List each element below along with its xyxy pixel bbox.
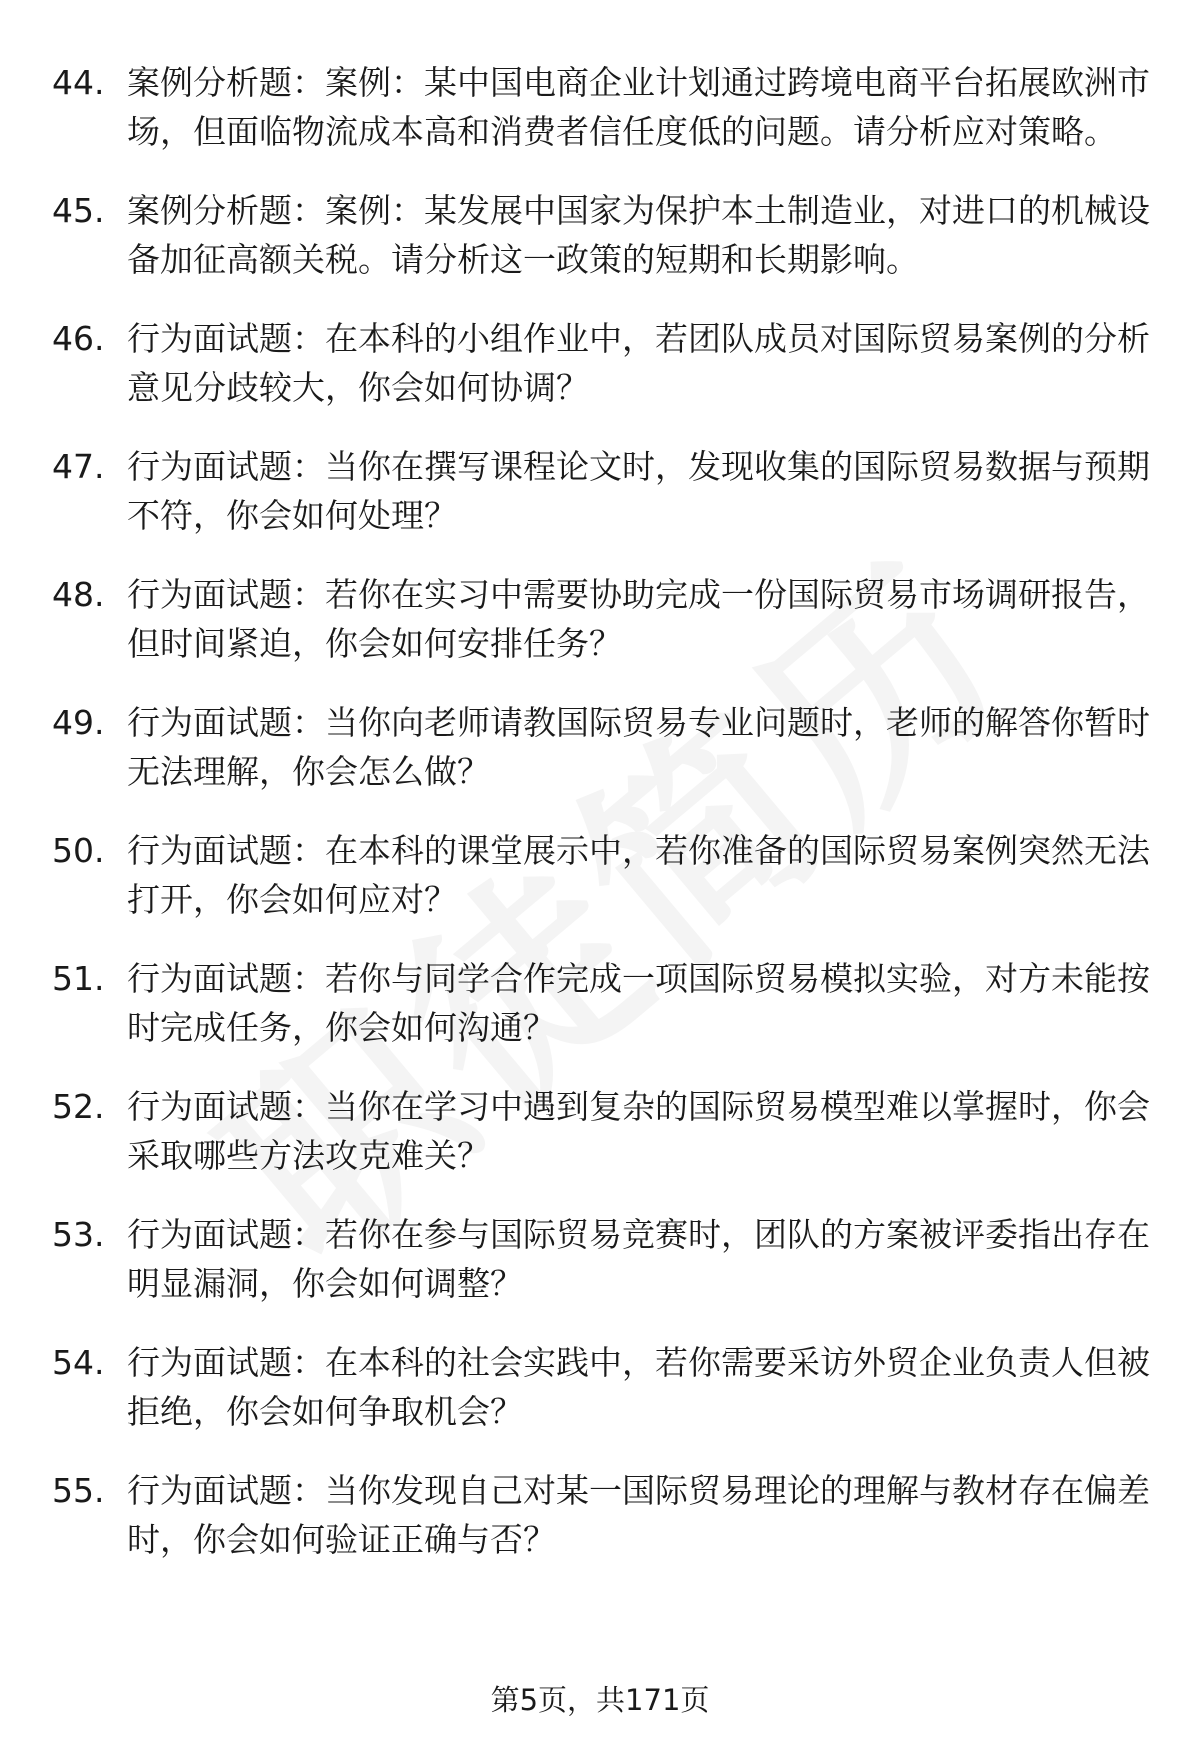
- question-item: [0, 826, 1200, 954]
- question-text: 行为面试题：当你在撰写课程论文时，发现收集的国际贸易数据与预期不符，你会如何处理？: [127, 447, 1150, 535]
- page-number-footer: 第5页，共171页: [490, 1683, 710, 1717]
- question-item: [0, 1338, 1200, 1466]
- question-item: [0, 698, 1200, 826]
- question-item: [0, 1466, 1200, 1594]
- question-number: 53.: [52, 1215, 105, 1254]
- question-number: 48.: [52, 575, 105, 614]
- question-text: 行为面试题：若你在实习中需要协助完成一份国际贸易市场调研报告，但时间紧迫，你会如何安排任务？: [127, 575, 1150, 663]
- question-item: [0, 314, 1200, 442]
- question-text: 行为面试题：在本科的社会实践中，若你需要采访外贸企业负责人但被拒绝，你会如何争取机会？: [127, 1343, 1150, 1431]
- question-text: 行为面试题：当你发现自己对某一国际贸易理论的理解与教材存在偏差时，你会如何验证正确与否？: [127, 1471, 1150, 1559]
- question-item: [0, 1082, 1200, 1210]
- question-number: 49.: [52, 703, 105, 742]
- question-item: [0, 442, 1200, 570]
- question-number: 54.: [52, 1343, 105, 1382]
- question-item: [0, 954, 1200, 1082]
- question-number: 55.: [52, 1471, 105, 1510]
- question-item: [0, 1210, 1200, 1338]
- question-number: 45.: [52, 191, 105, 230]
- question-text: 行为面试题：若你与同学合作完成一项国际贸易模拟实验，对方未能按时完成任务，你会如何沟通？: [127, 959, 1150, 1047]
- question-text: 行为面试题：在本科的课堂展示中，若你准备的国际贸易案例突然无法打开，你会如何应对？: [127, 831, 1150, 919]
- question-text: 案例分析题：案例：某发展中国家为保护本土制造业，对进口的机械设备加征高额关税。请分析这一政策的短期和长期影响。: [127, 191, 1150, 279]
- question-number: 52.: [52, 1087, 105, 1126]
- question-number: 47.: [52, 447, 105, 486]
- question-text: 行为面试题：当你在学习中遇到复杂的国际贸易模型难以掌握时，你会采取哪些方法攻克难关？: [127, 1087, 1150, 1175]
- question-number: 50.: [52, 831, 105, 870]
- question-item: [0, 58, 1200, 186]
- question-item: [0, 570, 1200, 698]
- question-text: 行为面试题：在本科的小组作业中，若团队成员对国际贸易案例的分析意见分歧较大，你会如何协调？: [127, 319, 1150, 407]
- question-list: [0, 58, 1200, 1594]
- question-text: 案例分析题：案例：某中国电商企业计划通过跨境电商平台拓展欧洲市场，但面临物流成本高和消费者信任度低的问题。请分析应对策略。: [127, 63, 1150, 151]
- question-number: 44.: [52, 63, 105, 102]
- question-text: 行为面试题：若你在参与国际贸易竞赛时，团队的方案被评委指出存在明显漏洞，你会如何调整？: [127, 1215, 1150, 1303]
- question-number: 46.: [52, 319, 105, 358]
- question-item: [0, 186, 1200, 314]
- question-number: 51.: [52, 959, 105, 998]
- question-text: 行为面试题：当你向老师请教国际贸易专业问题时，老师的解答你暂时无法理解，你会怎么做？: [127, 703, 1150, 791]
